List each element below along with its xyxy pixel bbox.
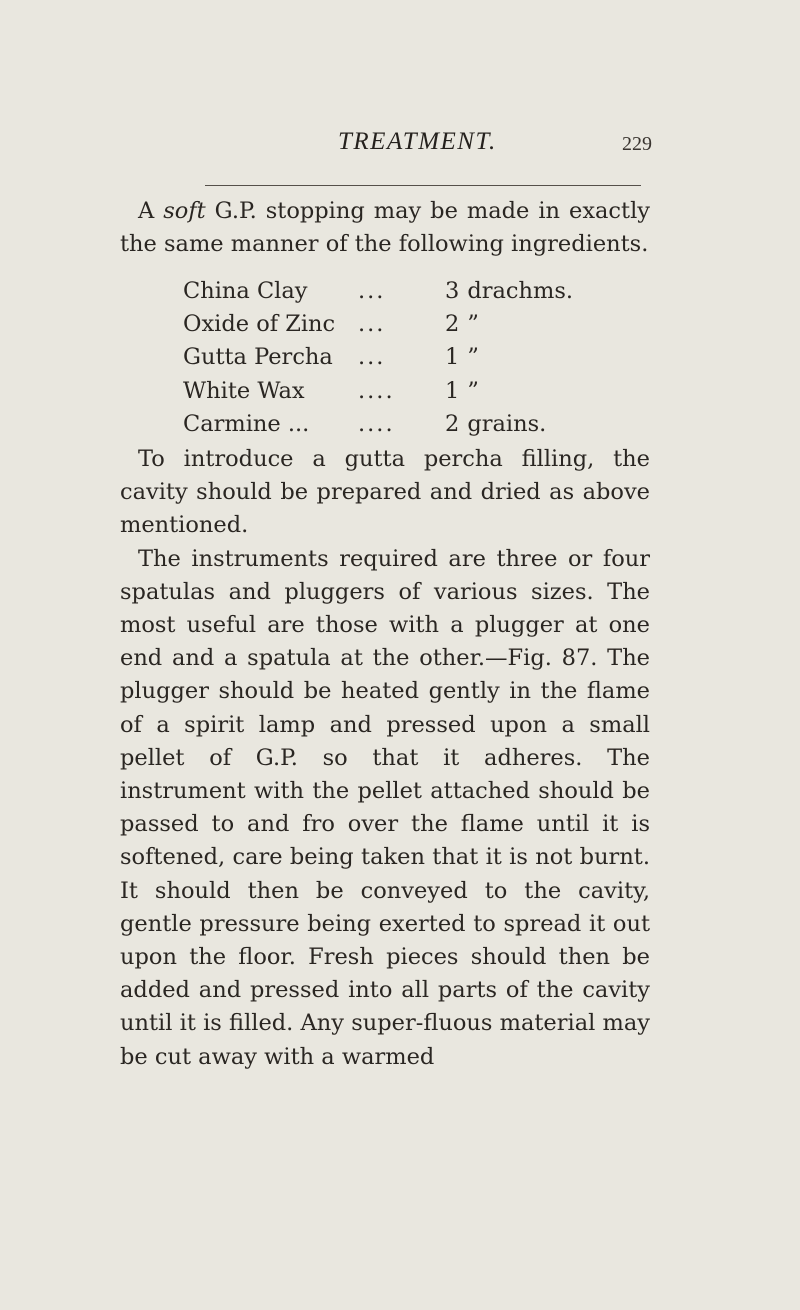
ingredient-row xyxy=(183,275,643,308)
ingredient-row xyxy=(183,408,643,441)
ingredient-quantity xyxy=(445,408,546,441)
quantity-number: 1 xyxy=(445,344,460,371)
ingredient-name: Gutta Percha xyxy=(183,344,333,371)
ingredient-quantity xyxy=(445,375,479,408)
paragraph-filling: To introduce a gutta percha filling, the cavity should be prepared and dried as above mentioned. xyxy=(120,446,650,539)
ingredient-quantity xyxy=(445,308,479,341)
header-rule xyxy=(205,185,641,186)
ingredient-name: Carmine ... xyxy=(183,410,310,437)
leader-dots: .... xyxy=(358,410,395,437)
paragraph-instruments: The instruments required are three or four spatulas and pluggers of various sizes. The most useful are those with a plugger at one end and a spatula at the other.—Fig. 87. The plugger should be heated gently in the flame of a spirit lamp and pressed upon a small pellet of G.P. so that it adheres. The instrument with the pellet attached should be passed to and fro over the flame until it is softened, care being taken that it is not burnt. It should then be conveyed to the cavity, gentle pressure being exerted to spread it out upon the floor. Fresh pieces should then be added and pressed into all parts of the cavity until it is filled. Any super-fluous material may be cut away with a warmed xyxy=(120,545,650,1070)
intro-rest: G.P. stopping may be made in exactly the same manner of the following ingredients. xyxy=(120,198,650,258)
ingredient-row xyxy=(183,341,643,374)
ingredient-name: Oxide of Zinc xyxy=(183,311,336,338)
intro-prefix: A xyxy=(138,198,164,224)
quantity-unit: ” xyxy=(467,311,479,338)
quantity-number: 3 xyxy=(445,278,460,304)
running-head xyxy=(0,128,800,168)
ingredient-name: China Clay xyxy=(183,278,308,304)
intro-emphasis: soft xyxy=(163,198,206,224)
quantity-unit: ” xyxy=(467,344,479,371)
quantity-number: 2 xyxy=(445,410,460,437)
body-paragraphs xyxy=(120,443,650,1074)
ingredient-name: White Wax xyxy=(183,377,305,404)
quantity-number: 1 xyxy=(445,377,460,404)
leader-dots: ... xyxy=(358,344,386,371)
leader-dots: ... xyxy=(358,278,386,304)
running-title: TREATMENT. xyxy=(338,128,497,155)
ingredient-list xyxy=(183,275,643,441)
leader-dots: .... xyxy=(358,377,395,404)
ingredient-row xyxy=(183,308,643,341)
ingredient-quantity xyxy=(445,275,573,308)
quantity-unit: ” xyxy=(467,377,479,404)
quantity-unit: drachms. xyxy=(467,278,574,304)
quantity-unit: grains. xyxy=(467,410,547,437)
intro-paragraph xyxy=(120,195,650,261)
quantity-number: 2 xyxy=(445,311,460,338)
page-number: 229 xyxy=(622,133,652,155)
leader-dots: ... xyxy=(358,311,386,338)
ingredient-row xyxy=(183,375,643,408)
ingredient-quantity xyxy=(445,341,479,374)
